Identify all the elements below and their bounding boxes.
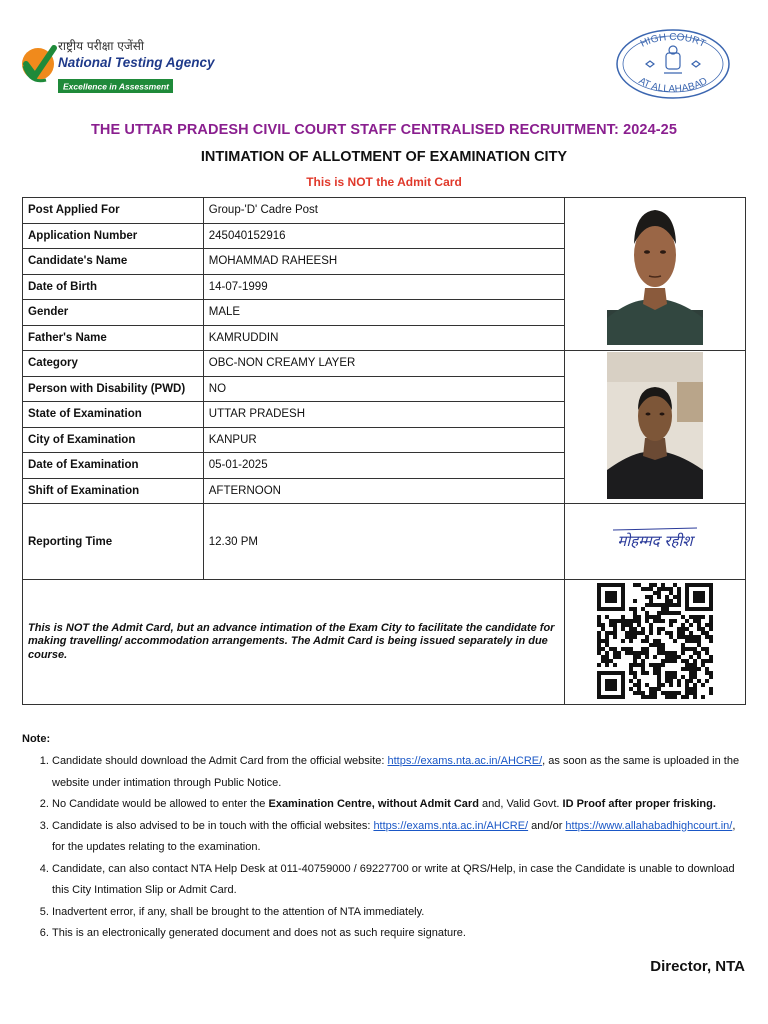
page-title: THE UTTAR PRADESH CIVIL COURT STAFF CENTRALISED RECRUITMENT: 2024-25 <box>90 122 678 138</box>
note-text: and/or <box>528 819 566 832</box>
note-text: , for the updates relating to the examination. <box>52 819 736 853</box>
row-label: Person with Disability (PWD) <box>23 376 204 402</box>
row-label: Application Number <box>23 223 204 249</box>
row-value: AFTERNOON <box>203 478 564 504</box>
notes-list <box>22 751 748 945</box>
note-text: , as soon as the same is uploaded in the website under intimation through Public Notice. <box>52 755 740 789</box>
row-label: Date of Birth <box>23 274 204 300</box>
high-court-link[interactable]: https://www.allahabadhighcourt.in/ <box>565 819 733 832</box>
photo-cell <box>565 198 746 351</box>
table-row <box>23 351 746 377</box>
row-value: Group-'D' Cadre Post <box>203 198 564 224</box>
signature-cell <box>565 504 746 580</box>
nta-exam-link[interactable]: https://exams.nta.ac.in/AHCRE/ <box>387 755 543 767</box>
row-label: Post Applied For <box>23 198 204 224</box>
note-item <box>52 794 748 816</box>
row-label: City of Examination <box>23 427 204 453</box>
nta-hindi-text: राष्ट्रीय परीक्षा एजेंसी <box>58 39 145 53</box>
candidate-photo <box>607 200 703 345</box>
director-signatory: Director, NTA <box>650 958 745 975</box>
disclaimer-cell <box>23 580 565 705</box>
table-row <box>23 198 746 224</box>
row-value: MOHAMMAD RAHEESH <box>203 249 564 275</box>
nta-logo <box>20 36 215 96</box>
emblem-icon <box>646 46 700 73</box>
row-label: Category <box>23 351 204 377</box>
note-text: No Candidate would be allowed to enter the <box>52 798 269 810</box>
notes-title: Note: <box>22 733 51 745</box>
note-text: and, Valid Govt. <box>478 798 563 810</box>
row-label: State of Examination <box>23 402 204 428</box>
candidate-live-photo <box>607 352 703 499</box>
note-bold: Examination Centre, without Admit Card <box>268 798 479 810</box>
table-row <box>23 580 746 705</box>
not-admit-card-warning: This is NOT the Admit Card <box>306 175 462 189</box>
row-value: 05-01-2025 <box>203 453 564 479</box>
note-item: 4. Candidate, can also contact NTA Help Desk at 011-40759000 / 69227700 or write at QRS/Help, in case the Candidate is unable to download this City Intimation Slip or Admit Card. <box>52 859 748 902</box>
signature-text: मोहम्मद रहीश <box>617 532 693 550</box>
row-value: OBC-NON CREAMY LAYER <box>203 351 564 377</box>
row-label: Father's Name <box>23 325 204 351</box>
seal-top-text: HIGH COURT <box>638 31 708 50</box>
row-value: 12.30 PM <box>203 504 564 580</box>
note-item: 6. This is an electronically generated document and does not as such require signature. <box>52 923 748 945</box>
row-label: Shift of Examination <box>23 478 204 504</box>
note-text: Candidate should download the Admit Card from the official website: <box>52 755 388 767</box>
exam-photo-cell <box>565 351 746 504</box>
svg-text:HIGH COURT <box>639 32 707 50</box>
page-subtitle: INTIMATION OF ALLOTMENT OF EXAMINATION CITY <box>200 149 568 165</box>
note-item <box>52 751 748 794</box>
note-bold: ID Proof after proper frisking. <box>562 798 716 810</box>
nta-english-text: National Testing Agency <box>58 55 215 70</box>
table-row <box>23 504 746 580</box>
row-value: MALE <box>203 300 564 326</box>
row-value: UTTAR PRADESH <box>203 402 564 428</box>
row-value: KANPUR <box>203 427 564 453</box>
svg-text:AT ALLAHABAD <box>637 76 710 95</box>
note-text: Candidate is also advised to be in touch with the official websites: <box>52 819 374 832</box>
high-court-seal <box>614 28 732 100</box>
row-value: 14-07-1999 <box>203 274 564 300</box>
page-header <box>0 0 768 112</box>
qr-cell <box>565 580 746 705</box>
seal-bottom-text: AT ALLAHABAD <box>636 75 710 96</box>
nta-tagline: Excellence in Assessment <box>63 81 169 92</box>
row-label: Candidate's Name <box>23 249 204 275</box>
row-value: KAMRUDDIN <box>203 325 564 351</box>
row-label: Reporting Time <box>23 504 204 580</box>
disclaimer-text: This is NOT the Admit Card, but an advance intimation of the Exam City to facilitate the candidate for making travelling/ accommodation arrangements. The Admit Card is being issued separately in due course. <box>28 621 555 661</box>
row-label: Date of Examination <box>23 453 204 479</box>
row-value: 245040152916 <box>203 223 564 249</box>
row-value: NO <box>203 376 564 402</box>
qr-code <box>597 582 713 700</box>
row-label: Gender <box>23 300 204 326</box>
candidate-info-table <box>22 197 746 705</box>
nta-exam-link[interactable]: https://exams.nta.ac.in/AHCRE/ <box>373 819 529 832</box>
note-item <box>52 816 748 859</box>
notes-section <box>22 733 748 945</box>
candidate-signature <box>605 518 705 562</box>
note-item: 5. Inadvertent error, if any, shall be brought to the attention of NTA immediately. <box>52 902 748 924</box>
